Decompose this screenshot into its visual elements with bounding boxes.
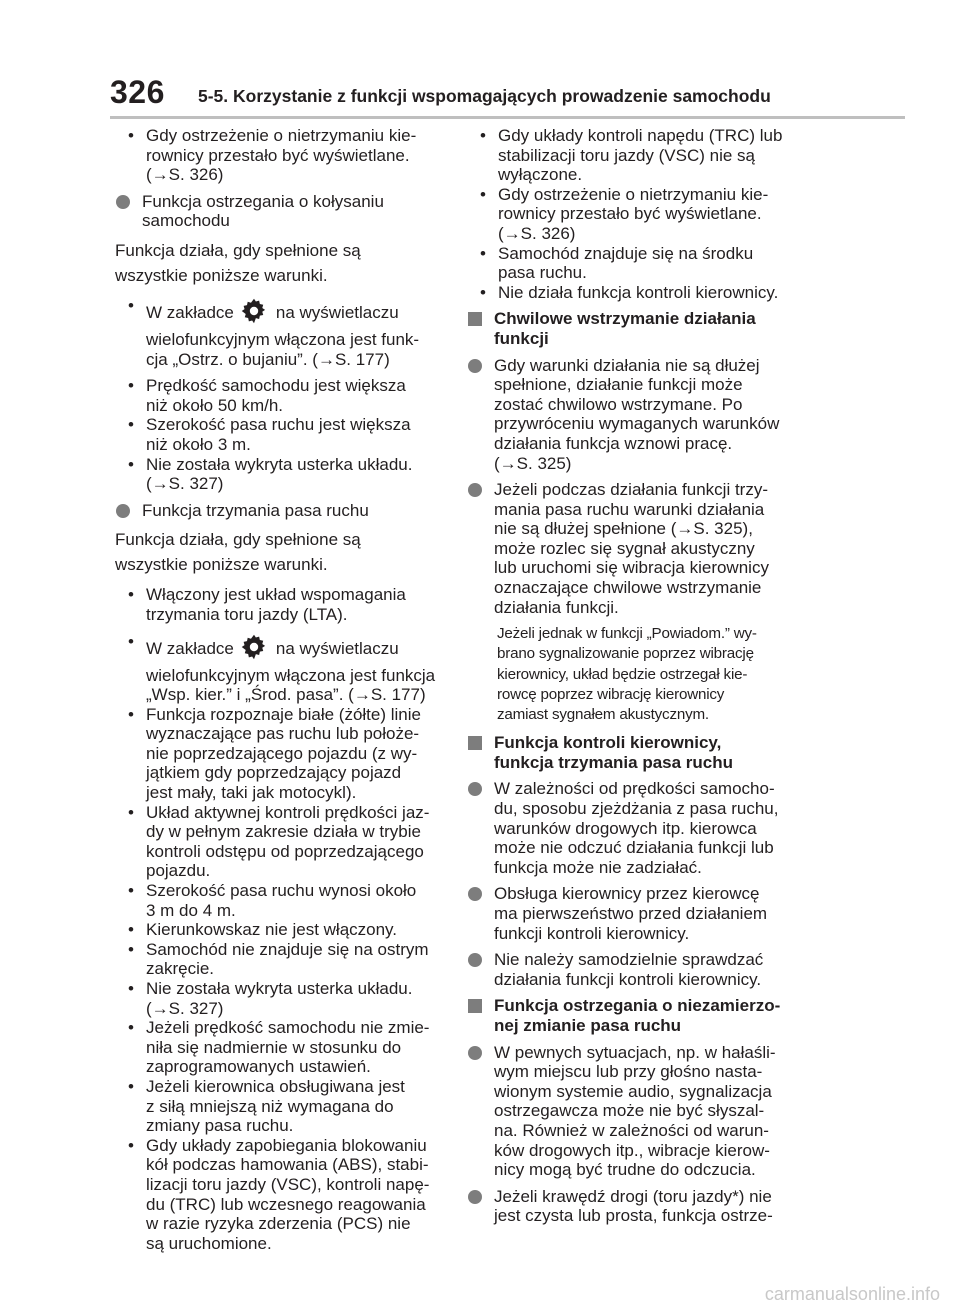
text-line: Prędkość samochodu jest większa	[146, 376, 406, 396]
text-line: kierownicy, układ będzie ostrzegał kie-	[497, 665, 748, 683]
text-line: 3 m do 4 m.	[146, 900, 236, 920]
section-title: 5-5. Korzystanie z funkcji wspomagających prowadzenie samochodu	[198, 86, 771, 106]
text-line: rownicy przestało być wyświetlane.	[146, 145, 410, 165]
list-item	[467, 244, 812, 283]
bullet-dot: •	[128, 802, 134, 822]
text-line: zakręcie.	[146, 959, 215, 979]
text-after-icon: na wyświetlaczu	[275, 302, 399, 322]
text-line: wielofunkcyjnym włączona jest funkcja	[146, 665, 436, 685]
text-line: Nie należy samodzielnie sprawdzać	[494, 950, 764, 970]
text-line: działania funkcji kontroli kierownicy.	[494, 969, 762, 989]
bullet-dot: •	[480, 184, 486, 204]
page-number: 326	[110, 74, 165, 110]
text-line: jest czysta lub prosta, funkcja ostrze-	[494, 1206, 773, 1226]
text-line: rownicy przestało być wyświetlane.	[498, 204, 762, 224]
text-before-icon: W zakładce	[146, 638, 234, 658]
text-line: Funkcja kontroli kierownicy,	[494, 733, 722, 753]
text-line: z siłą mniejszą niż wymagana do	[146, 1096, 394, 1116]
bullet-dot: •	[128, 881, 134, 901]
text-line: cja „Ostrz. o bujaniu”. (→S. 177)	[146, 349, 390, 369]
list-item-gear	[115, 632, 455, 705]
text-line: jest mały, taki jak motocykl).	[146, 783, 357, 803]
text-line: Gdy warunki działania nie są dłużej	[494, 355, 760, 375]
bullet-dot: •	[128, 704, 134, 724]
text-line: Jeżeli krawędź drogi (toru jazdy*) nie	[494, 1186, 772, 1206]
text-line: niła się nadmiernie w stosunku do	[146, 1037, 402, 1057]
text-line: wym miejscu lub przy głośno nasta-	[494, 1062, 763, 1082]
text-line: są uruchomione.	[146, 1233, 272, 1253]
text-line: Jeżeli prędkość samochodu nie zmie-	[146, 1018, 430, 1038]
text-line: Kierunkowskaz nie jest włączony.	[146, 920, 398, 940]
text-line: ma pierwszeństwo przed działaniem	[494, 904, 768, 924]
text-line: działania funkcja wznowi pracę.	[494, 433, 733, 453]
text-line: Gdy ostrzeżenie o nietrzymaniu kie-	[146, 126, 417, 145]
text-line: niż około 3 m.	[146, 434, 251, 454]
text-line: pojazdu.	[146, 861, 211, 881]
text-line: wionym systemie audio, sygnalizacja	[494, 1081, 772, 1101]
text-line: zostać chwilowo wstrzymane. Po	[494, 394, 743, 414]
text-line: Gdy układy kontroli napędu (TRC) lub	[498, 126, 783, 145]
text-line: funkcji	[494, 328, 549, 348]
text-line: (→S. 327)	[146, 474, 224, 494]
text-line: ków drogowych itp., wibracje kierow-	[494, 1140, 770, 1160]
list-item	[115, 920, 455, 940]
text-line: Obsługa kierownicy przez kierowcę	[494, 884, 760, 904]
subheading-circle	[467, 480, 812, 617]
gear-icon	[240, 297, 268, 325]
text-line: zamiast sygnałem akustycznym.	[497, 706, 709, 724]
list-item	[467, 283, 812, 303]
text-line: nie poprzedzającego pojazdu (z wy-	[146, 743, 418, 763]
text-line: przywróceniu wymaganych warunków	[494, 414, 780, 434]
paragraph	[115, 527, 455, 577]
text-line: Nie została wykryta usterka układu.	[146, 454, 413, 474]
list-item	[115, 1136, 455, 1254]
text-line: wszystkie poniższe warunki.	[115, 555, 328, 575]
list-item-gear	[115, 296, 455, 369]
text-line: W zależności od prędkości samocho-	[494, 779, 775, 799]
square-marker-icon	[468, 999, 482, 1013]
bullet-dot: •	[128, 585, 134, 605]
list-item	[115, 1077, 455, 1136]
circle-marker-icon	[468, 1190, 482, 1204]
list-item	[115, 803, 455, 881]
text-line: Jeżeli kierownica obsługiwana jest	[146, 1076, 405, 1096]
text-line: W pewnych sytuacjach, np. w hałaśli-	[494, 1042, 776, 1062]
text-line: Jeżeli podczas działania funkcji trzy-	[494, 480, 769, 500]
bullet-dot: •	[128, 1135, 134, 1155]
list-item	[467, 185, 812, 244]
text-line: funkcja trzymania pasa ruchu	[494, 752, 734, 772]
text-line: Funkcja rozpoznaje białe (żółte) linie	[146, 704, 421, 724]
list-item	[115, 585, 455, 624]
circle-marker-icon	[468, 359, 482, 373]
circle-marker-icon	[468, 1046, 482, 1060]
text-line: nie są dłużej spełnione (→S. 325),	[494, 519, 753, 539]
circle-marker-icon	[468, 483, 482, 497]
bullet-dot: •	[128, 979, 134, 998]
subheading-square	[467, 309, 812, 348]
text-line	[146, 296, 455, 330]
text-line: rowcę poprzez wibrację kierownicy	[497, 685, 725, 703]
text-line: może nie odczuć działania funkcji lub	[494, 838, 774, 858]
text-line: Jeżeli jednak w funkcji „Powiadom.” wy-	[497, 625, 757, 643]
text-line: du, sposobu zjeżdżania z pasa ruchu,	[494, 799, 779, 819]
text-line: brano sygnalizowanie poprzez wibrację	[497, 645, 754, 663]
list-item	[115, 415, 455, 454]
text-line: kontroli odstępu od poprzedzającego	[146, 841, 424, 861]
bullet-dot: •	[128, 415, 134, 435]
subheading-circle	[467, 356, 812, 474]
page-header	[0, 0, 960, 120]
left-column	[115, 126, 455, 1253]
text-line: pasa ruchu.	[498, 263, 587, 283]
text-line: Gdy układy zapobiegania blokowaniu	[146, 1135, 427, 1155]
text-line: funkcji kontroli kierownicy.	[494, 923, 690, 943]
subheading-circle	[467, 779, 812, 877]
text-line: (→S. 325)	[494, 453, 572, 473]
circle-marker-icon	[468, 782, 482, 796]
bullet-dot: •	[480, 126, 486, 145]
circle-marker-icon	[468, 887, 482, 901]
paragraph	[115, 238, 455, 288]
list-item	[115, 376, 455, 415]
subheading-circle	[115, 501, 455, 521]
subheading-square	[467, 996, 812, 1035]
subheading-square	[467, 733, 812, 772]
list-item	[467, 126, 812, 185]
subheading-circle	[467, 1043, 812, 1180]
subheading-circle	[115, 192, 455, 231]
circle-marker-icon	[116, 504, 130, 518]
header-rule	[110, 116, 905, 119]
bullet-dot: •	[128, 939, 134, 959]
text-line: ostrzegawcza może nie być słyszal-	[494, 1101, 765, 1121]
text-line: Samochód znajduje się na środku	[498, 243, 754, 263]
text-line: trzymania toru jazdy (LTA).	[146, 604, 348, 624]
text-line: Samochód nie znajduje się na ostrym	[146, 939, 429, 959]
text-line: samochodu	[142, 211, 230, 231]
text-line: działania funkcji.	[494, 597, 619, 617]
text-line: Układ aktywnej kontroli prędkości jaz-	[146, 802, 430, 822]
list-item	[115, 126, 455, 185]
text-line: spełnione, działanie funkcji może	[494, 375, 743, 395]
circle-marker-icon	[468, 953, 482, 967]
text-line: Gdy ostrzeżenie o nietrzymaniu kie-	[498, 184, 769, 204]
watermark: carmanualsonline.info	[764, 1284, 940, 1304]
text-line: nej zmianie pasa ruchu	[494, 1015, 682, 1035]
text-line: (→S. 327)	[146, 998, 224, 1018]
text-line: mania pasa ruchu warunki działania	[494, 499, 765, 519]
text-line: (→S. 326)	[146, 165, 224, 185]
text-line: warunków drogowych itp. kierowca	[494, 818, 757, 838]
text-line: Chwilowe wstrzymanie działania	[494, 309, 756, 329]
bullet-dot: •	[128, 1018, 134, 1038]
bullet-dot: •	[480, 243, 486, 263]
text-line	[146, 632, 455, 666]
list-item	[115, 881, 455, 920]
text-line: Funkcja ostrzegania o kołysaniu	[142, 191, 384, 211]
text-line: Funkcja ostrzegania o niezamierzo-	[494, 996, 781, 1016]
square-marker-icon	[468, 736, 482, 750]
text-line: stabilizacji toru jazdy (VSC) nie są	[498, 145, 755, 165]
text-line: kół podczas hamowania (ABS), stabi-	[146, 1155, 429, 1175]
bullet-dot: •	[128, 631, 134, 651]
right-column	[467, 126, 812, 1233]
text-line: nicy mogą być trudne do odczucia.	[494, 1160, 756, 1180]
bullet-dot: •	[128, 920, 134, 940]
list-item	[115, 1018, 455, 1077]
text-line: wyznaczające pas ruchu lub położe-	[146, 724, 420, 744]
bullet-dot: •	[128, 376, 134, 396]
text-line: (→S. 326)	[498, 223, 576, 243]
text-line: Włączony jest układ wspomagania	[146, 585, 406, 605]
subheading-circle	[467, 884, 812, 943]
text-line: Nie została wykryta usterka układu.	[146, 979, 413, 998]
text-line: Nie działa funkcja kontroli kierownicy.	[498, 282, 779, 302]
text-line: lub uruchomi się wibracja kierownicy	[494, 558, 769, 578]
text-line: Funkcja działa, gdy spełnione są	[115, 530, 361, 550]
square-marker-icon	[468, 312, 482, 326]
text-line: niż około 50 km/h.	[146, 395, 284, 415]
text-line: zaprogramowanych ustawień.	[146, 1057, 371, 1077]
gear-icon	[240, 633, 268, 661]
text-line: dy w pełnym zakresie działa w trybie	[146, 822, 421, 842]
bullet-dot: •	[480, 282, 486, 302]
text-line: wszystkie poniższe warunki.	[115, 265, 328, 285]
text-line: zmiany pasa ruchu.	[146, 1116, 294, 1136]
text-line: może rozlec się sygnał akustyczny	[494, 538, 755, 558]
text-line: du (TRC) lub wczesnego reagowania	[146, 1194, 426, 1214]
note	[467, 624, 812, 725]
subheading-circle	[467, 1187, 812, 1226]
bullet-dot: •	[128, 1076, 134, 1096]
text-line: wielofunkcyjnym włączona jest funk-	[146, 329, 420, 349]
list-item	[115, 940, 455, 979]
text-line: Funkcja działa, gdy spełnione są	[115, 240, 361, 260]
list-item	[115, 455, 455, 494]
text-line: oznaczające chwilowe wstrzymanie	[494, 578, 762, 598]
text-line: wyłączone.	[498, 165, 583, 185]
text-line: jątkiem gdy poprzedzający pojazd	[146, 763, 402, 783]
bullet-dot: •	[128, 295, 134, 315]
text-line: funkcja może nie zadziałać.	[494, 857, 702, 877]
bullet-dot: •	[128, 454, 134, 474]
text-line: Szerokość pasa ruchu jest większa	[146, 415, 411, 435]
text-line: „Wsp. kier.” i „Środ. pasa”. (→S. 177)	[146, 685, 426, 705]
circle-marker-icon	[116, 195, 130, 209]
list-item	[115, 705, 455, 803]
text-before-icon: W zakładce	[146, 302, 234, 322]
text-line: na. Również w zależności od warun-	[494, 1120, 769, 1140]
text-after-icon: na wyświetlaczu	[275, 638, 399, 658]
text-line: w razie ryzyka zderzenia (PCS) nie	[146, 1214, 411, 1234]
bullet-dot: •	[128, 126, 134, 145]
text-line: Funkcja trzymania pasa ruchu	[142, 500, 369, 520]
subheading-circle	[467, 950, 812, 989]
text-line: lizacji toru jazdy (VSC), kontroli napę-	[146, 1174, 430, 1194]
text-line: Szerokość pasa ruchu wynosi około	[146, 881, 417, 901]
list-item	[115, 979, 455, 1018]
